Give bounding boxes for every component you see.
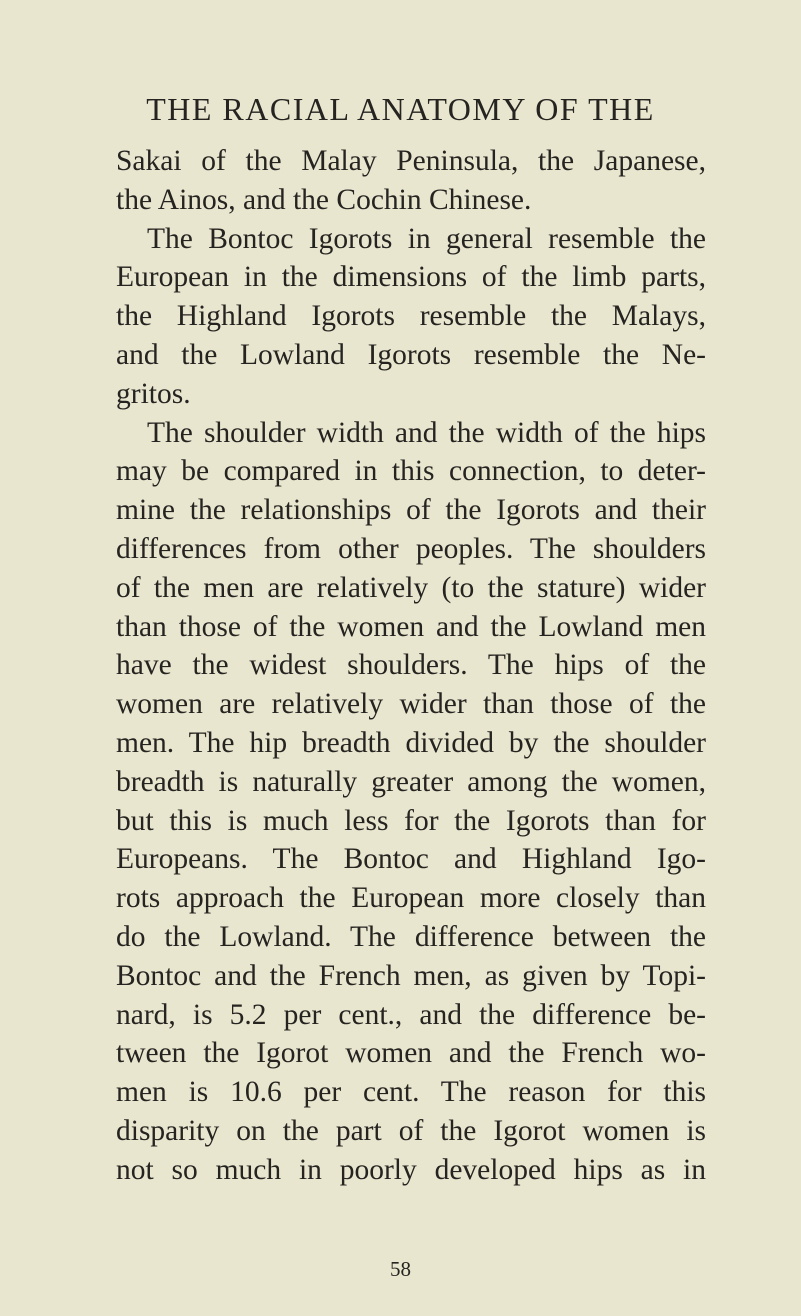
text-line: of the men are relatively (to the stature) wider — [116, 571, 706, 604]
text-line: men is 10.6 per cent. The reason for this — [116, 1076, 706, 1109]
text-line: nard, is 5.2 per cent., and the difference be- — [116, 998, 706, 1031]
text-line: Bontoc and the French men, as given by Topi- — [116, 959, 706, 992]
text-line: the Highland Igorots resemble the Malays, — [116, 300, 706, 333]
text-line: mine the relationships of the Igorots and their — [116, 494, 706, 527]
text-line: gritos. — [116, 377, 191, 410]
text-line: men. The hip breadth divided by the shoulder — [116, 726, 706, 759]
text-line: European in the dimensions of the limb parts, — [116, 261, 706, 294]
text-line: have the widest shoulders. The hips of the — [116, 649, 706, 682]
body-text — [116, 142, 706, 1190]
text-line: The Bontoc Igorots in general resemble the — [147, 222, 706, 255]
text-line: the Ainos, and the Cochin Chinese. — [116, 183, 532, 216]
text-line: Europeans. The Bontoc and Highland Igo- — [116, 843, 706, 876]
text-line: The shoulder width and the width of the hips — [147, 416, 706, 449]
text-line: differences from other peoples. The shoulders — [116, 532, 706, 565]
page-number: 58 — [390, 1257, 411, 1281]
text-line: not so much in poorly developed hips as in — [116, 1153, 706, 1186]
text-line: but this is much less for the Igorots than for — [116, 804, 706, 837]
text-line: women are relatively wider than those of the — [116, 688, 706, 721]
text-line: do the Lowland. The difference between the — [116, 920, 706, 953]
text-line: Sakai of the Malay Peninsula, the Japanese, — [116, 145, 706, 177]
text-line: tween the Igorot women and the French wo- — [116, 1037, 706, 1070]
running-head: THE RACIAL ANATOMY OF THE — [146, 91, 655, 127]
text-line: and the Lowland Igorots resemble the Ne- — [116, 338, 706, 371]
text-line: rots approach the European more closely than — [116, 882, 706, 915]
text-line: disparity on the part of the Igorot women is — [116, 1114, 706, 1147]
text-line: than those of the women and the Lowland men — [116, 610, 706, 643]
text-line: may be compared in this connection, to deter- — [116, 455, 706, 488]
text-line: breadth is naturally greater among the women, — [116, 765, 706, 798]
